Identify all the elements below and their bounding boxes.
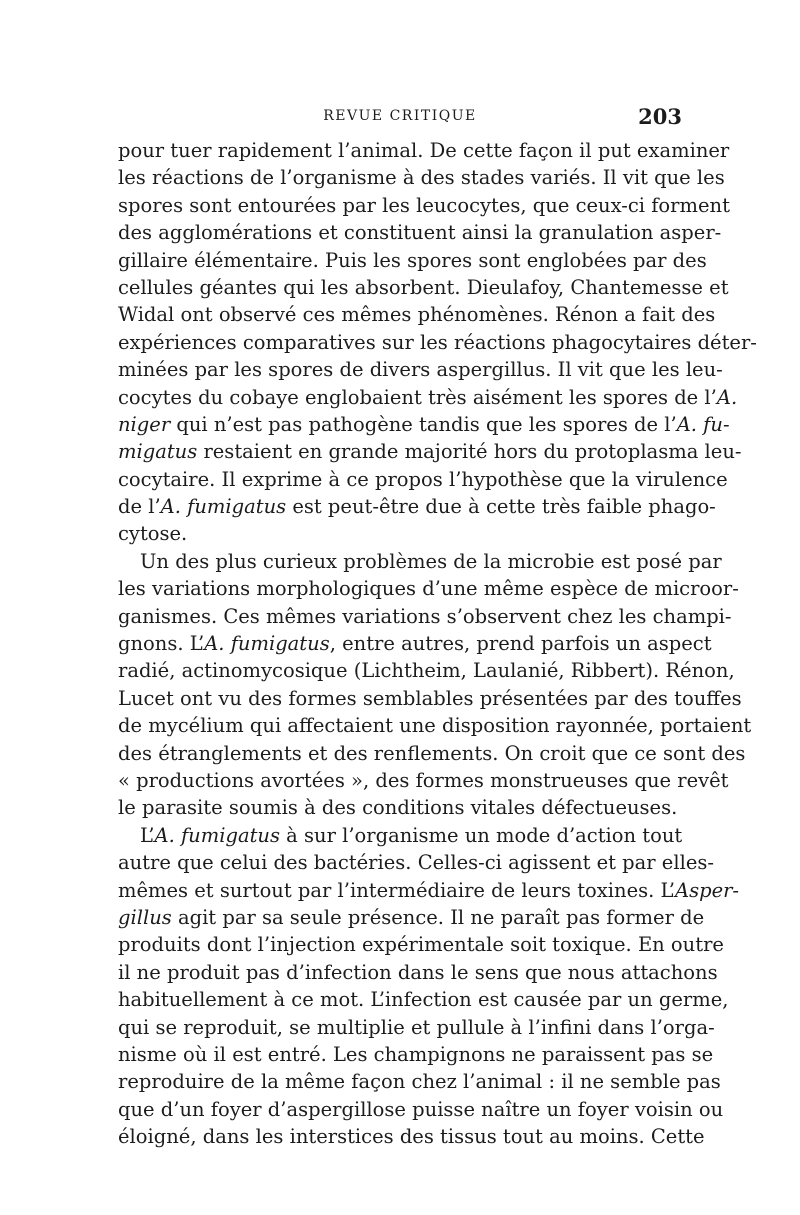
italic-text: gillus <box>118 905 172 929</box>
text-segment: éloigné, dans les interstices des tissus tout au moins. Cette <box>118 1125 705 1149</box>
text-line <box>118 931 724 958</box>
text-segment: Lucet ont vu des formes semblables présentées par des touffes <box>118 686 742 710</box>
text-line <box>118 904 705 931</box>
text-segment: les réactions de l’organisme à des stades variés. Il vit que les <box>118 166 725 190</box>
text-line <box>118 520 682 547</box>
text-segment: produits dont l’injection expérimentale soit toxique. En outre <box>118 933 724 957</box>
text-line <box>118 630 712 657</box>
text-segment: autre que celui des bactéries. Celles-ci agissent et par elles- <box>118 851 714 875</box>
text-line <box>118 164 725 191</box>
text-line <box>118 493 716 520</box>
text-line <box>118 274 729 301</box>
text-line <box>118 247 707 274</box>
text-segment: Widal ont observé ces mêmes phénomènes. Rénon a fait des <box>118 303 716 327</box>
page-header <box>118 104 682 134</box>
text-segment: expériences comparatives sur les réactions phagocytaires déter- <box>118 330 757 354</box>
italic-text: A. fumigatus <box>154 823 280 847</box>
text-segment: que d’un foyer d’aspergillose puisse naître un foyer voisin ou <box>118 1097 724 1121</box>
text-segment: ganismes. Ces mêmes variations s’observent chez les champi- <box>118 604 732 628</box>
text-line <box>118 301 716 328</box>
italic-text: niger <box>118 412 171 436</box>
text-segment: à sur l’organisme un mode d’action tout <box>279 823 683 847</box>
text-segment: spores sont entourées par les leucocytes, que ceux-ci forment <box>118 193 730 217</box>
text-line <box>118 822 682 849</box>
text-segment: , entre autres, prend parfois un aspect <box>329 632 712 656</box>
text-segment: pour tuer rapidement l’animal. De cette façon il put examiner <box>118 139 730 162</box>
text-segment: est peut-être due à cette très faible phago- <box>286 495 716 519</box>
text-segment: minées par les spores de divers aspergillus. Il vit que les leu- <box>118 358 723 382</box>
body-text <box>118 137 757 1150</box>
italic-text: A. <box>716 385 738 409</box>
text-segment: les variations morphologiques d’une même espèce de microor- <box>118 577 739 601</box>
text-segment: gillaire élémentaire. Puis les spores sont englobées par des <box>118 248 707 272</box>
text-segment: mêmes et surtout par l’intermédiaire de leurs toxines. L’ <box>118 878 675 902</box>
text-line <box>118 986 729 1013</box>
text-segment: des agglomérations et constituent ainsi la granulation asper- <box>118 221 722 245</box>
italic-text: A. fumigatus <box>160 495 287 519</box>
text-line <box>118 1041 714 1068</box>
text-line <box>118 1123 705 1150</box>
text-line <box>118 685 742 712</box>
text-segment: nisme où il est entré. Les champignons ne paraissent pas se <box>118 1042 714 1066</box>
text-segment: le parasite soumis à des conditions vitales défectueuses. <box>118 796 678 820</box>
text-line <box>118 575 739 602</box>
text-segment: qui n’est pas pathogène tandis que les spores de l’ <box>170 412 677 436</box>
text-line <box>118 438 742 465</box>
text-line <box>118 466 728 493</box>
text-line <box>118 1068 721 1095</box>
text-segment: Un des plus curieux problèmes de la microbie est posé par <box>140 549 722 573</box>
italic-text: A. fu- <box>676 412 730 436</box>
text-line <box>118 548 722 575</box>
text-segment: radié, actinomycosique (Lichtheim, Laulanié, Ribbert). Rénon, <box>118 659 735 683</box>
text-segment: agit par sa seule présence. Il ne paraît pas former de <box>171 905 705 929</box>
text-segment: cocytaire. Il exprime à ce propos l’hypothèse que la virulence <box>118 467 728 491</box>
text-line <box>118 356 723 383</box>
text-line <box>118 767 729 794</box>
text-line <box>118 329 757 356</box>
text-line <box>118 219 722 246</box>
page-number: 203 <box>638 104 682 129</box>
text-line <box>118 959 718 986</box>
text-segment: cellules géantes qui les absorbent. Dieulafoy, Chantemesse et <box>118 275 729 299</box>
text-segment: cocytes du cobaye englobaient très aisément les spores de l’ <box>118 385 717 409</box>
running-title: REVUE CRITIQUE <box>323 108 477 124</box>
text-segment: qui se reproduit, se multiplie et pullule à l’infini dans l’orga- <box>118 1015 715 1039</box>
text-segment: il ne produit pas d’infection dans le sens que nous attachons <box>118 960 718 984</box>
text-line <box>118 794 682 821</box>
text-line <box>118 603 732 630</box>
text-line <box>118 740 746 767</box>
text-line <box>118 712 752 739</box>
text-segment: restaient en grande majorité hors du protoplasma leu- <box>197 440 742 464</box>
text-line <box>118 1096 724 1123</box>
text-segment: de mycélium qui affectaient une disposition rayonnée, portaient <box>118 714 752 738</box>
text-line <box>118 384 738 411</box>
text-segment: reproduire de la même façon chez l’animal : il ne semble pas <box>118 1070 721 1094</box>
text-segment: des étranglements et des renflements. On croit que ce sont des <box>118 741 746 765</box>
text-line <box>118 849 714 876</box>
text-line <box>118 192 730 219</box>
text-segment: de l’ <box>118 495 161 519</box>
text-line <box>118 1014 715 1041</box>
text-line <box>118 411 730 438</box>
text-segment: cytose. <box>118 522 188 546</box>
italic-text: Asper- <box>675 878 740 902</box>
text-line <box>118 877 740 904</box>
text-line <box>118 137 730 164</box>
text-segment: « productions avortées », des formes monstrueuses que revêt <box>118 768 729 792</box>
text-segment: gnons. L’ <box>118 632 205 656</box>
text-segment: habituellement à ce mot. L’infection est causée par un germe, <box>118 988 729 1012</box>
italic-text: migatus <box>118 440 198 464</box>
text-line <box>118 657 735 684</box>
text-segment: L’ <box>140 823 155 847</box>
italic-text: A. fumigatus <box>204 632 330 656</box>
